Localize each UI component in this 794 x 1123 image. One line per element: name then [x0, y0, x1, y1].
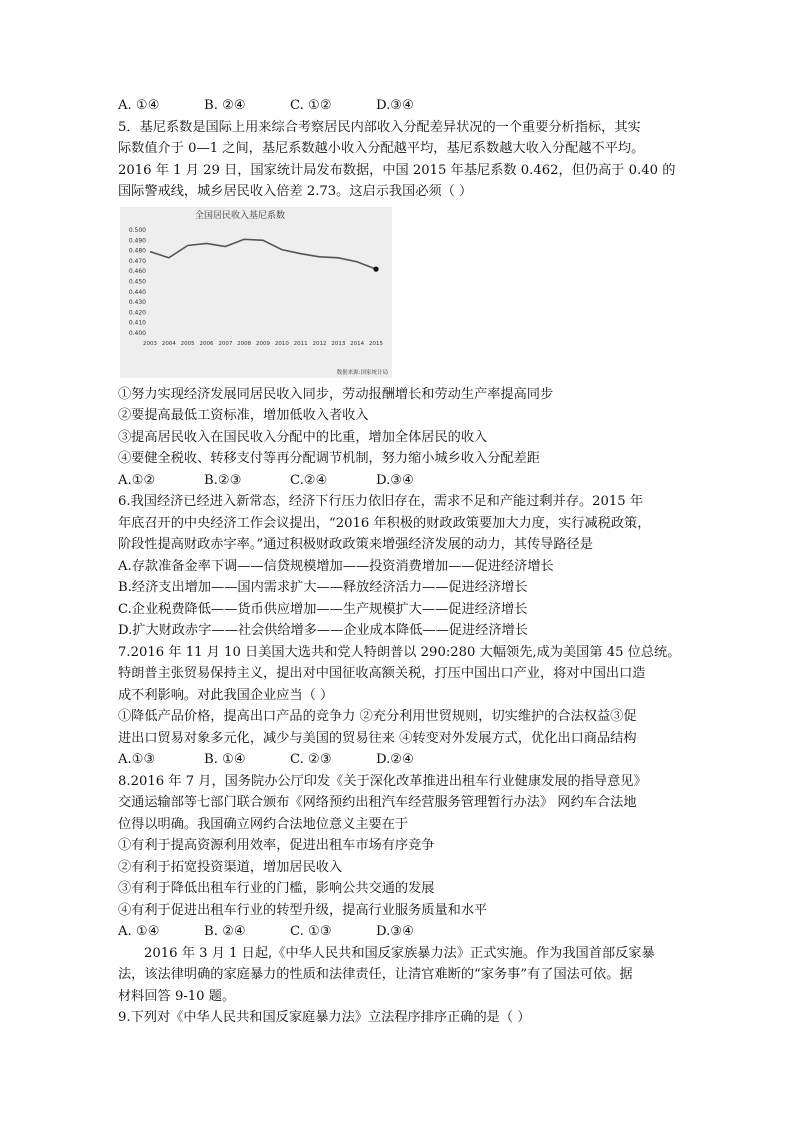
q7-option-a: A.①③: [118, 752, 156, 767]
q4-option-c: C. ①②: [290, 98, 332, 113]
q8-option-d: D.③④: [376, 924, 414, 939]
y-tick-label: 0.460: [128, 267, 146, 275]
x-tick-label: 2015: [369, 340, 383, 347]
q8-stem-line: 8.2016 年 7 月，国务院办公厅印发《关于深化改革推进出租车行业健康发展的指导意见》: [118, 773, 647, 789]
x-tick-label: 2014: [350, 340, 365, 347]
q6-option-a: A.存款准备金率下调——信贷规模增加——投资消费增加——促进经济增长: [118, 558, 554, 574]
q6-option-d: D.扩大财政赤字——社会供给增多——企业成本降低——促进经济增长: [118, 623, 528, 638]
q5-option-c: C.②④: [290, 472, 328, 488]
q7-option-d: D.②④: [376, 752, 414, 767]
q7-option-c: C. ②③: [290, 752, 332, 767]
q4-option-b: B. ②④: [204, 98, 246, 113]
q6-stem-line: 阶段性提高财政赤字率。”通过积极财政政策来增强经济发展的动力，其传导路径是: [118, 537, 593, 552]
q5-stem-line: 5．基尼系数是国际上用来综合考察居民内部收入分配差异状况的一个重要分析指标，其实: [118, 119, 641, 135]
q4-option-d: D.③④: [376, 98, 414, 113]
y-axis-ticks: [129, 227, 146, 337]
q4-option-a: A. ①④: [118, 98, 160, 113]
q7-stem-line: 成不利影响。对此我国企业应当（ ）: [118, 687, 334, 703]
x-tick-label: 2005: [180, 340, 195, 347]
q7-options: [118, 749, 688, 771]
q6-option-b: B.经济支出增加——国内需求扩大——释放经济活力——促进经济增长: [118, 580, 528, 595]
question-5: [118, 117, 688, 492]
q8-option-c: C. ①③: [290, 924, 332, 939]
x-tick-label: 2003: [143, 340, 157, 347]
q5-stem-line: 国际警戒线，城乡居民收入倍差 2.73。这启示我国必须（ ）: [118, 184, 473, 199]
q5-item: ②要提高最低工资标准，增加低收入者收入: [118, 408, 369, 423]
exam-page: [118, 95, 688, 1029]
q7-item-line: ①降低产品价格，提高出口产品的竞争力 ②充分利用世贸规则，切实维护的合法权益③促: [118, 709, 637, 724]
q5-option-d: D.③④: [376, 472, 414, 488]
q6-option-c: C.企业税费降低——货币供应增加——生产规模扩大——促进经济增长: [118, 601, 528, 617]
y-tick-label: 0.440: [128, 288, 146, 296]
question-6: [118, 491, 688, 642]
q5-option-a: A.①②: [118, 472, 156, 488]
q5-item: ④要健全税收、转移支付等再分配调节机制，努力缩小城乡收入分配差距: [118, 451, 540, 466]
x-tick-label: 2013: [331, 340, 346, 347]
q7-option-b: B. ①④: [204, 752, 246, 767]
series-line: [150, 239, 376, 269]
y-tick-label: 0.490: [128, 236, 146, 244]
q8-option-a: A. ①④: [118, 924, 160, 939]
material-9-10: [118, 943, 688, 1008]
x-axis-ticks: [143, 341, 383, 347]
q8-item: ③有利于降低出租车行业的门槛，影响公共交通的发展: [118, 881, 435, 896]
question-8: [118, 771, 688, 943]
x-tick-label: 2009: [256, 340, 270, 347]
q6-stem-line: 6.我国经济已经进入新常态，经济下行压力依旧存在，需求不足和产能过剩并存。2015 年: [118, 494, 644, 509]
x-tick-label: 2004: [161, 340, 176, 347]
q7-stem-line: 7.2016 年 11 月 10 日美国大选共和党人特朗普以 290:280 大幅领先,成为美国第 45 位总统。: [118, 644, 681, 660]
q5-stem-line: 际数值介于 0—1 之间，基尼系数越小收入分配越平均，基尼系数越大收入分配越不平均。: [118, 141, 645, 156]
y-tick-label: 0.410: [128, 319, 146, 327]
y-tick-label: 0.400: [128, 329, 146, 337]
question-7: [118, 642, 688, 771]
q8-options: [118, 921, 688, 943]
end-point: [373, 266, 378, 271]
q4-options: [118, 95, 688, 117]
q7-item-line: 进出口贸易对象多元化，减少与美国的贸易往来 ④转变对外发展方式，优化出口商品结构: [118, 730, 637, 746]
q5-stem-line: 2016 年 1 月 29 日，国家统计局发布数据，中国 2015 年基尼系数 0.462，但仍高于 0.40 的: [118, 162, 676, 178]
x-tick-label: 2010: [274, 340, 289, 347]
q8-stem-line: 交通运输部等七部门联合颁布《网络预约出租汽车经营服务管理暂行办法》 网约车合法地: [118, 795, 637, 810]
gini-chart: [120, 207, 392, 378]
gini-chart-svg: [120, 207, 392, 378]
q5-item: ①努力实现经济发展同居民收入同步，劳动报酬增长和劳动生产率提高同步: [118, 386, 554, 402]
q5-item: ③提高居民收入在国民收入分配中的比重，增加全体居民的收入: [118, 429, 488, 445]
y-tick-label: 0.420: [128, 308, 146, 316]
x-tick-label: 2008: [237, 340, 252, 347]
q8-item: ②有利于拓宽投资渠道，增加居民收入: [118, 859, 343, 875]
y-tick-label: 0.500: [128, 226, 146, 234]
q5-option-b: B.②③: [204, 472, 242, 488]
material-line: 材料回答 9-10 题。: [118, 988, 236, 1004]
q8-item: ④有利于促进出租车行业的转型升级，提高行业服务质量和水平: [118, 902, 488, 918]
q6-stem-line: 年底召开的中央经济工作会议提出，“2016 年积极的财政政策要加大力度，实行减税政策，: [118, 515, 651, 531]
material-line: 2016 年 3 月 1 日起,《中华人民共和国反家族暴力法》正式实施。作为我国首部反家暴: [144, 945, 655, 961]
x-tick-label: 2007: [218, 340, 233, 347]
q5-options: [118, 470, 688, 492]
chart-source: 数据来源:国家统计局: [336, 369, 388, 376]
chart-title: 全国居民收入基尼系数: [194, 210, 286, 221]
x-tick-label: 2011: [293, 340, 308, 347]
q8-item: ①有利于提高资源利用效率，促进出租车市场有序竞争: [118, 838, 435, 853]
y-tick-label: 0.470: [128, 257, 146, 265]
q8-option-b: B. ②④: [204, 924, 246, 939]
y-tick-label: 0.480: [128, 247, 146, 255]
material-line: 法，该法律明确的家庭暴力的性质和法律责任，让清官难断的“家务事”有了国法可依。据: [118, 967, 633, 982]
x-tick-label: 2012: [312, 340, 327, 347]
x-tick-label: 2006: [199, 340, 214, 347]
y-tick-label: 0.430: [128, 298, 146, 306]
y-tick-label: 0.450: [128, 278, 146, 285]
q9-stem: 9.下列对《中华人民共和国反家庭暴力法》立法程序排序正确的是（ ）: [118, 1010, 531, 1025]
q7-stem-line: 特朗普主张贸易保持主义，提出对中国征收高额关税，打压中国出口产业，将对中国出口造: [118, 666, 646, 681]
q8-stem-line: 位得以明确。我国确立网约合法地位意义主要在于: [118, 816, 409, 832]
